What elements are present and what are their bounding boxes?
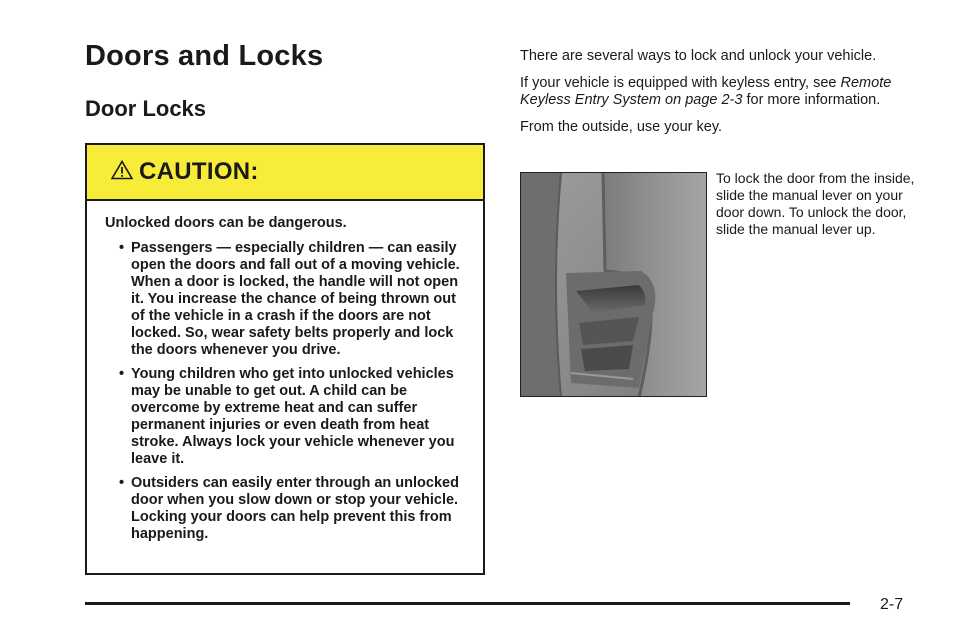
caution-list xyxy=(105,240,469,543)
door-lock-lever-icon xyxy=(521,173,707,397)
caution-intro: Unlocked doors can be dangerous. xyxy=(105,215,347,231)
section-title: Door Locks xyxy=(85,96,207,121)
intro-paragraph: There are several ways to lock and unlock your vehicle. xyxy=(520,48,877,64)
outside-key-paragraph: From the outside, use your key. xyxy=(520,119,723,135)
footer-rule xyxy=(85,602,850,605)
door-lock-lever-illustration xyxy=(520,172,707,397)
caution-box xyxy=(85,143,485,575)
caution-header xyxy=(87,145,483,201)
page-number: 2-7 xyxy=(880,596,904,613)
caution-label: CAUTION: xyxy=(139,158,259,185)
right-column xyxy=(520,48,910,146)
keyless-text: If your vehicle is equipped with keyless entry, see xyxy=(520,75,841,91)
page-title: Doors and Locks xyxy=(85,40,324,72)
caution-bullet: • Young children who get into unlocked vehicles may be unable to get out. A child can be overcome by extreme heat and can suffer permanent injuries or even death from heat stroke. Always lock your vehicle whenever you leave it. xyxy=(119,366,469,468)
manual-lock-text: To lock the door from the inside, slide the manual lever on your door down. To unlock the door, slide the manual lever up. xyxy=(716,170,915,237)
caution-bullet: • Outsiders can easily enter through an unlocked door when you slow down or stop your vehicle. Locking your doors can help prevent this from happening. xyxy=(119,475,469,543)
warning-triangle-icon xyxy=(111,160,133,180)
keyless-entry-reference: Remote Keyless Entry System on page 2-3 xyxy=(520,75,892,108)
keyless-paragraph xyxy=(520,75,910,109)
caution-bullet: • Passengers — especially children — can easily open the doors and fall out of a moving vehicle. When a door is locked, the handle will not open it. You increase the chance of being thrown out of the vehicle in a crash if the doors are not locked. So, wear safety belts properly and lock the doors whenever you drive. xyxy=(119,240,469,359)
keyless-text-end: for more information. xyxy=(742,92,881,108)
caution-body xyxy=(87,201,483,543)
